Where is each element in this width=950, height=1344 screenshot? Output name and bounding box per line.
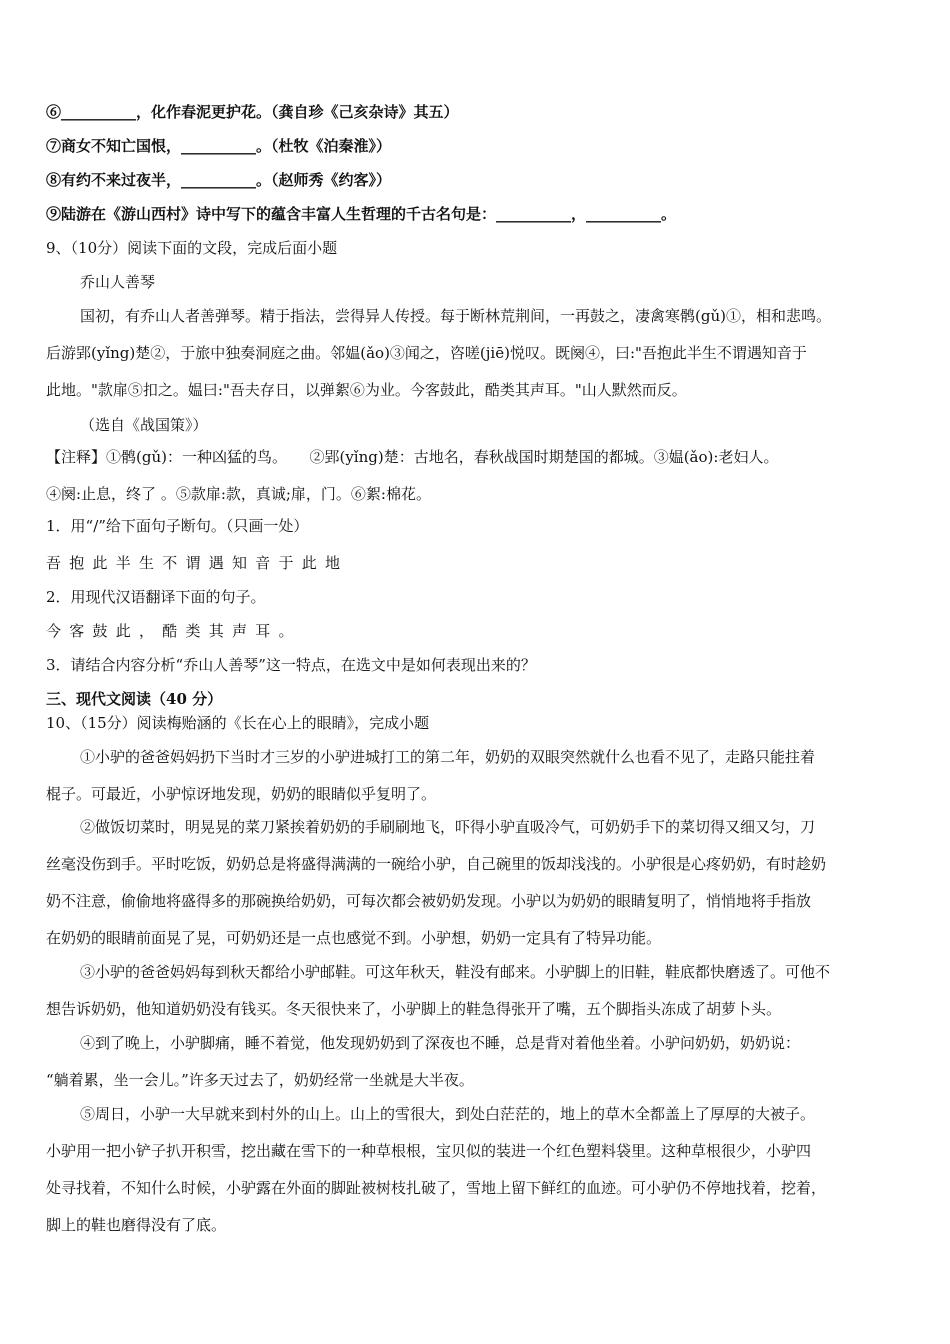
question-10-heading: 10、（15分）阅读梅贻涵的《长在心上的眼睛》，完成小题 [46, 714, 430, 732]
classical-text-line: 后游郢(yǐng)楚②，于旅中独奏洞庭之曲。邻媪(ǎo)③闻之，咨嗟(jiē)悦叹。既阕④，曰:"吾抱此半生不谓遇知音于 [46, 344, 807, 362]
paragraph-line: 奶不注意，偷偷地将盛得多的那碗换给奶奶，可每次都会被奶奶发现。小驴以为奶奶的眼睛复明了，悄悄地将手指放 [46, 892, 812, 910]
question-9-heading: 9、（10分）阅读下面的文段，完成后面小题 [46, 239, 338, 257]
passage-title: 乔山人善琴 [80, 273, 156, 291]
paragraph-line: ②做饭切菜时，明晃晃的菜刀紧挨着奶奶的手刷刷地飞，吓得小驴直吸冷气，可奶奶手下的菜切得又细又匀，刀 [80, 818, 816, 836]
paragraph-line: ③小驴的爸爸妈妈每到秋天都给小驴邮鞋。可这年秋天，鞋没有邮来。小驴脚上的旧鞋，鞋底都快磨透了。可他不 [80, 963, 831, 981]
paragraph-line: ⑤周日，小驴一大早就来到村外的山上。山上的雪很大，到处白茫茫的，地上的草木全都盖上了厚厚的大被子。 [80, 1105, 816, 1123]
paragraph-line: 脚上的鞋也磨得没有了底。 [46, 1216, 227, 1234]
paragraph-line: 在奶奶的眼睛前面晃了晃，可奶奶还是一点也感觉不到。小驴想，奶奶一定具有了特异功能。 [46, 929, 662, 947]
sub-question-2: 2．用现代汉语翻译下面的句子。 [46, 588, 266, 606]
fill-in-line-8: ⑧有约不来过夜半，__________。（赵师秀《约客》） [46, 171, 392, 189]
paragraph-line: 丝毫没伤到手。平时吃饭，奶奶总是将盛得满满的一碗给小驴，自己碗里的饭却浅浅的。小驴很是心疼奶奶，有时趁奶 [46, 855, 827, 873]
paragraph-line: “躺着累，坐一会儿。”许多天过去了，奶奶经常一坐就是大半夜。 [46, 1071, 474, 1089]
fill-in-line-9: ⑨陆游在《游山西村》诗中写下的蕴含丰富人生哲理的千古名句是：__________，__________。 [46, 205, 677, 223]
paragraph-line: 棍子。可最近，小驴惊讶地发现，奶奶的眼睛似乎复明了。 [46, 785, 437, 803]
sentence-to-punctuate: 吾抱此半生不谓遇知音于此地 [46, 554, 349, 572]
annotation-line: ④阕:止息，终了 。⑤款扉:款，真诚;扉，门。⑥絮:棉花。 [46, 485, 431, 503]
sub-question-3: 3．请结合内容分析“乔山人善琴”这一特点，在选文中是如何表现出来的？ [46, 656, 536, 674]
sentence-to-translate: 今客鼓此，酷类其声耳。 [46, 622, 302, 640]
passage-source: （选自《战国策》） [80, 416, 208, 434]
classical-text-line: 国初，有乔山人者善弹琴。精于指法，尝得异人传授。每于断林荒荆间，一再鼓之，凄禽寒鹘(gǔ)①，相和悲鸣。 [80, 307, 831, 325]
classical-text-line: 此地。"款扉⑤扣之。媪曰:"吾夫存日，以弹絮⑥为业。今客鼓此，酷类其声耳。"山人默然而反。 [46, 381, 687, 399]
paragraph-line: 处寻找着，不知什么时候，小驴露在外面的脚趾被树枝扎破了，雪地上留下鲜红的血迹。可小驴仍不停地找着，挖着， [46, 1179, 827, 1197]
fill-in-line-6: ⑥__________，化作春泥更护花。（龚自珍《己亥杂诗》其五） [46, 103, 459, 121]
section-3-heading: 三、现代文阅读（40 分） [46, 690, 223, 708]
paragraph-line: ①小驴的爸爸妈妈扔下当时才三岁的小驴进城打工的第二年，奶奶的双眼突然就什么也看不见了，走路只能拄着 [80, 748, 816, 766]
annotation-line: 【注释】①鹘(gǔ)：一种凶猛的鸟。 ②郢(yǐng)楚：古地名，春秋战国时期楚国的都城。③媪(ǎo):老妇人。 [46, 448, 779, 466]
sub-question-1: 1．用“/”给下面句子断句。（只画一处） [46, 517, 309, 535]
paragraph-line: 小驴用一把小铲子扒开积雪，挖出藏在雪下的一种草根根，宝贝似的装进一个红色塑料袋里。这种草根很少，小驴四 [46, 1142, 812, 1160]
paragraph-line: ④到了晚上，小驴脚痛，睡不着觉，他发现奶奶到了深夜也不睡，总是背对着他坐着。小驴问奶奶，奶奶说： [80, 1034, 801, 1052]
fill-in-line-7: ⑦商女不知亡国恨，__________。（杜牧《泊秦淮》） [46, 137, 392, 155]
paragraph-line: 想告诉奶奶，他知道奶奶没有钱买。冬天很快来了，小驴脚上的鞋急得张开了嘴，五个脚指头冻成了胡萝卜头。 [46, 1000, 782, 1018]
